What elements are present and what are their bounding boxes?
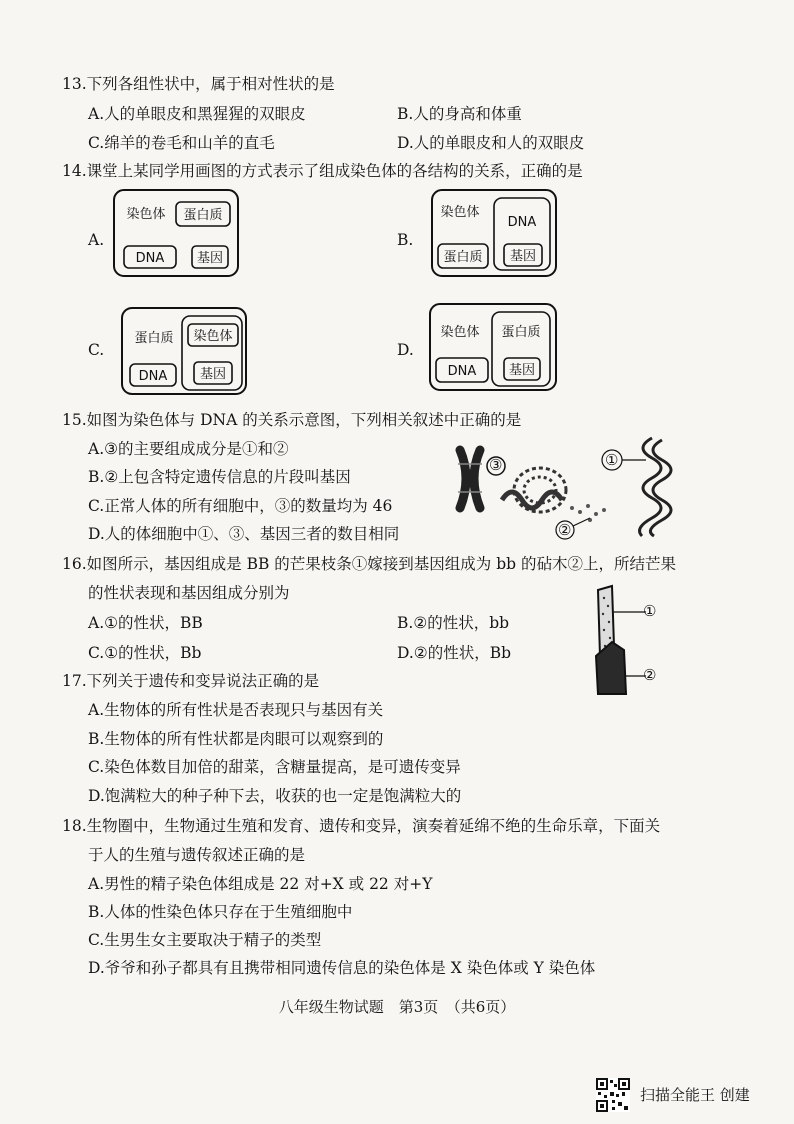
q14-letter-c: C. [88,341,105,359]
q13-option-b: B.人的身高和体重 [397,105,522,123]
q14-letter-b: B. [397,231,414,249]
q17-option-b: B.生物体的所有性状都是肉眼可以观察到的 [88,730,384,748]
chromosome-marker-3: ③ [489,456,503,474]
dna-helix [640,438,671,536]
q16-stem: 16.如图所示，基因组成是 BB 的芒果枝条①嫁接到基因组成为 bb 的砧木②上，所结芒果 [62,555,676,573]
gene-label: 基因 [509,249,537,264]
gene-label: 基因 [508,363,536,378]
gene-label: 基因 [196,251,224,266]
dna-label: DNA [507,215,537,230]
q14-stem: 14.课堂上某同学用画图的方式表示了组成染色体的各结构的关系，正确的是 [62,162,583,180]
q18-stem-continued: 于人的生殖与遗传叙述正确的是 [88,846,306,864]
q14-letter-d: D. [397,341,414,359]
q14-diagram-a [112,188,242,280]
q13-option-d: D.人的单眼皮和人的双眼皮 [397,134,585,152]
chromosome-label: 染色体 [193,329,233,344]
protein-label: 蛋白质 [183,208,223,223]
protein-label: 蛋白质 [443,250,483,265]
q14-diagram-d [428,302,560,394]
protein-label: 蛋白质 [134,331,174,346]
page-footer: 八年级生物试题 第3页 （共6页） [278,998,516,1016]
q16-option-c: C.①的性状，Bb [88,644,202,662]
q14-letter-a: A. [88,231,105,249]
q13-option-c: C.绵羊的卷毛和山羊的直毛 [88,134,275,152]
q18-stem: 18.生物圈中，生物通过生殖和发育、遗传和变异，演奏着延绵不绝的生命乐章，下面关 [62,817,661,835]
q15-option-d: D.人的体细胞中①、③、基因三者的数目相同 [88,525,400,543]
chromosome-label: 染色体 [440,205,480,220]
qr-code-icon [596,1078,630,1112]
dna-label: DNA [138,369,168,384]
grafting-figure [588,584,648,698]
dna-label: DNA [447,364,477,379]
q16-option-b: B.②的性状，bb [397,614,510,632]
chromosome-label: 染色体 [126,207,166,222]
q16-option-d: D.②的性状，Bb [397,644,512,662]
q15-option-b: B.②上包含特定遗传信息的片段叫基因 [88,468,351,486]
q18-option-d: D.爷爷和孙子都具有且携带相同遗传信息的染色体是 X 染色体或 Y 染色体 [88,959,596,977]
q13-stem: 13.下列各组性状中，属于相对性状的是 [62,75,335,93]
scanner-watermark: 扫描全能王 创建 [640,1086,750,1104]
coiled-fiber [502,468,566,512]
q15-stem: 15.如图为染色体与 DNA 的关系示意图，下列相关叙述中正确的是 [62,411,522,429]
q15-option-a: A.③的主要组成成分是①和② [88,440,289,458]
q13-option-a: A.人的单眼皮和黑猩猩的双眼皮 [88,105,306,123]
q14-diagram-c [120,306,250,398]
q14-diagram-b [430,188,560,280]
q18-option-b: B.人体的性染色体只存在于生殖细胞中 [88,903,353,921]
q18-option-c: C.生男生女主要取决于精子的类型 [88,931,322,949]
q17-option-c: C.染色体数目加倍的甜菜，含糖量提高，是可遗传变异 [88,758,461,776]
dna-marker-2: ② [558,521,572,539]
q17-option-a: A.生物体的所有性状是否表现只与基因有关 [88,701,384,719]
chromosome-label: 染色体 [440,325,480,340]
q15-option-c: C.正常人体的所有细胞中，③的数量均为 46 [88,497,393,515]
q17-option-d: D.饱满粒大的种子种下去，收获的也一定是饱满粒大的 [88,787,462,805]
q16-option-a: A.①的性状，BB [88,614,203,632]
q17-stem: 17.下列关于遗传和变异说法正确的是 [62,672,320,690]
chromosome-shape [458,450,482,508]
scion-marker-1: ① [643,602,657,620]
q18-option-a: A.男性的精子染色体组成是 22 对+X 或 22 对+Y [88,875,433,893]
dna-marker-1: ① [605,451,619,469]
protein-label: 蛋白质 [501,325,541,340]
q16-stem-continued: 的性状表现和基因组成分别为 [88,584,290,602]
dna-label: DNA [135,251,165,266]
rootstock-marker-2: ② [643,666,657,684]
gene-label: 基因 [199,367,227,382]
